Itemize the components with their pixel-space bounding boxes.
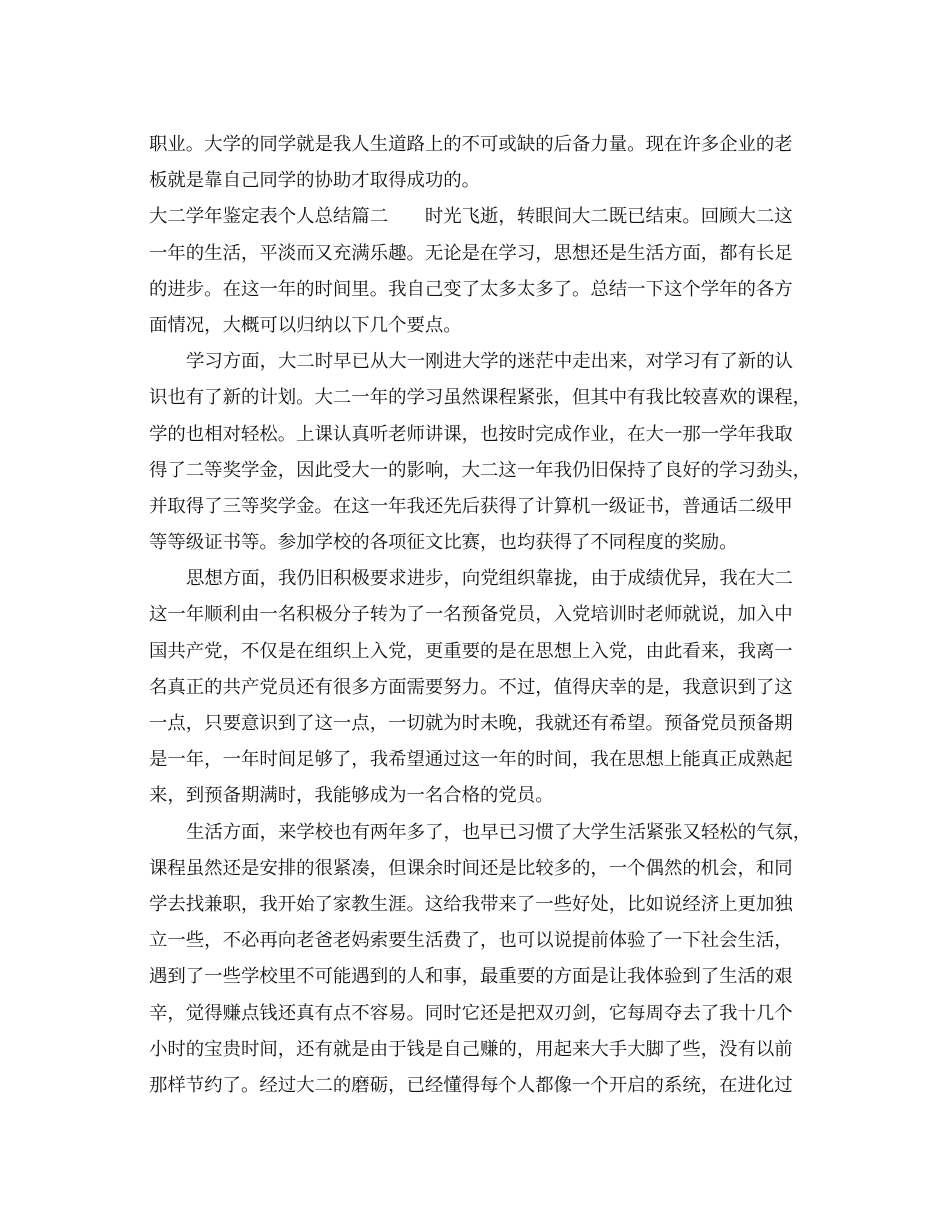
text-line: 面情况，大概可以归纳以下几个要点。 <box>149 314 462 336</box>
text-line: 是一年，一年时间足够了，我希望通过这一年的时间，我在思想上能真正成熟起 <box>149 749 793 771</box>
text-line: 职业。大学的同学就是我人生道路上的不可或缺的后备力量。现在许多企业的老 <box>149 134 793 155</box>
text-line: 遇到了一些学校里不可能遇到的人和事，最重要的方面是让我体验到了生活的艰 <box>149 966 793 988</box>
paragraph-first-line: 学习方面，大二时早已从大一刚进大学的迷茫中走出来，对学习有了新的认 <box>186 351 793 373</box>
text-line: 一点，只要意识到了这一点，一切就为时未晚，我就还有希望。预备党员预备期 <box>149 713 793 734</box>
text-line: 小时的宝贵时间，还有就是由于钱是自己赚的，用起来大手大脚了些，没有以前 <box>149 1038 793 1060</box>
document-body <box>149 127 812 1104</box>
section-heading-line: 大二学年鉴定表个人总结篇二 时光飞逝，转眼间大二既已结束。回顾大二这 <box>149 206 793 228</box>
text-line: 课程虽然还是安排的很紧凑，但课余时间还是比较多的，一个偶然的机会，和同 <box>149 857 793 879</box>
text-line: 的进步。在这一年的时间里。我自己变了太多太多了。总结一下这个学年的各方 <box>149 278 793 300</box>
text-line: 板就是靠自己同学的协助才取得成功的。 <box>149 170 481 192</box>
text-line: 辛，觉得赚点钱还真有点不容易。同时它还是把双刃剑，它每周夺去了我十几个 <box>149 1002 793 1024</box>
text-line: 等等级证书等。参加学校的各项征文比赛，也均获得了不同程度的奖励。 <box>149 532 738 554</box>
text-line: 国共产党，不仅是在组织上入党，更重要的是在思想上入党，由此看来，我离一 <box>149 640 793 662</box>
text-line: 来，到预备期满时，我能够成为一名合格的党员。 <box>149 785 554 807</box>
text-line: 识也有了新的计划。大二一年的学习虽然课程紧张，但其中有我比较喜欢的课程， <box>149 387 812 409</box>
text-line: 名真正的共产党员还有很多方面需要努力。不过，值得庆幸的是，我意识到了这 <box>149 676 793 698</box>
text-line: 学的也相对轻松。上课认真听老师讲课，也按时完成作业，在大一那一学年我取 <box>149 423 793 445</box>
text-line: 学去找兼职，我开始了家教生涯。这给我带来了一些好处，比如说经济上更加独 <box>149 893 793 915</box>
text-line: 那样节约了。经过大二的磨砺，已经懂得每个人都像一个开启的系统，在进化过 <box>149 1074 793 1096</box>
paragraph-first-line: 思想方面，我仍旧积极要求进步，向党组织靠拢，由于成绩优异，我在大二 <box>186 568 793 590</box>
paragraph-first-line: 生活方面，来学校也有两年多了，也早已习惯了大学生活紧张又轻松的气氛， <box>186 821 812 843</box>
text-line: 这一年顺利由一名积极分子转为了一名预备党员，入党培训时老师就说，加入中 <box>149 604 793 626</box>
text-line: 得了二等奖学金，因此受大一的影响，大二这一年我仍旧保持了良好的学习劲头， <box>149 459 812 481</box>
text-line: 并取得了三等奖学金。在这一年我还先后获得了计算机一级证书，普通话二级甲 <box>149 495 793 517</box>
text-line: 立一些，不必再向老爸老妈索要生活费了，也可以说提前体验了一下社会生活， <box>149 930 793 952</box>
text-line: 一年的生活，平淡而又充满乐趣。无论是在学习，思想还是生活方面，都有长足 <box>149 242 793 264</box>
